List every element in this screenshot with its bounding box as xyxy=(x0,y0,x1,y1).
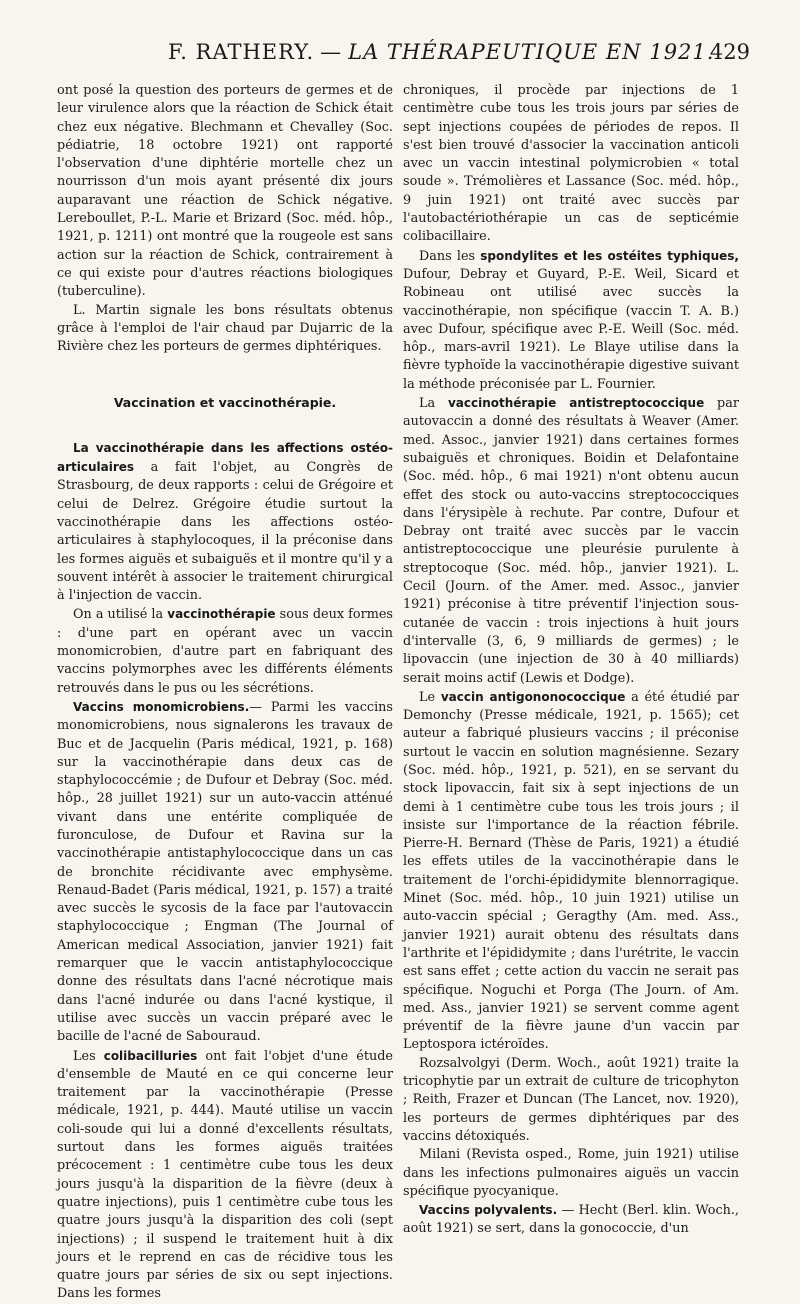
paragraph: Rozsalvolgyi (Derm. Woch., août 1921) traite la tricophytie par un extrait de culture de tricophyton ; Reith, Frazer et Duncan (The Lancet, nov. 1920), les porteurs de germes diphtériques par des vaccins détoxiqués. xyxy=(403,1055,739,1144)
paragraph xyxy=(403,247,739,394)
paragraph: L. Martin signale les bons résultats obtenus grâce à l'emploi de l'air chaud par Dujarric de la Rivière chez les porteurs de germes diphtériques. xyxy=(57,302,393,355)
paragraph xyxy=(403,394,739,688)
paragraph: Milani (Revista osped., Rome, juin 1921) utilise dans les infections pulmonaires aiguës un vaccin spécifique pyocyanique. xyxy=(403,1147,739,1199)
header-year: 1921. xyxy=(649,40,715,64)
header-topic: LA THÉRAPEUTIQUE EN xyxy=(348,40,642,64)
running-header xyxy=(60,40,750,80)
paragraph-text: On a utilisé la xyxy=(73,607,168,623)
paragraph-text: par autovaccin a donné des résultats à Weaver (Amer. med. Assoc., janvier 1921) dans certaines formes subaiguës et chroniques. Boidin et Delafontaine (Soc. méd. hôp., 6 mai 1921) n'ont obtenu aucun effet des stock ou auto-vaccins streptococciques dans l'érysipèle à rechute. Par contre, Dufour et Debray ont traité avec succès par le vaccin antistreptococcique une pleurésie purulente à streptocoque (Soc. méd. hôp., janvier 1921). L. Cecil (Journ. of the Amer. med. Assoc., janvier 1921) préconise à titre préventif l'injection sous-cutanée de vaccin : trois injections à huit jours d'intervalle (3, 6, 9 milliards de germes) ; le lipovaccin (une injection de 30 à 40 milliards) serait moins actif (Lewis et Dodge). xyxy=(403,396,739,686)
right-column xyxy=(403,82,739,1239)
bold-term: vaccinothérapie xyxy=(167,607,276,622)
paragraph-text: Le xyxy=(419,689,441,705)
bold-term: colibacilluries xyxy=(103,1048,198,1063)
paragraph xyxy=(57,605,393,697)
paragraph-text: Les xyxy=(73,1048,104,1064)
paragraph xyxy=(57,439,393,606)
paragraph-text: Dufour, Debray et Guyard, P.-E. Weil, Sicard et Robineau ont utilisé avec succès la vaccinothérapie, non spécifique (vaccin T. A. B.) avec Dufour, spécifique avec P.-E. Weill (Soc. méd. hôp., mars-avril 1921). Le Blaye utilise dans la fièvre typhoïde la vaccinothérapie digestive suivant la méthode préconisée par L. Fournier. xyxy=(403,266,739,392)
left-column xyxy=(57,82,393,1304)
paragraph-text: — Parmi les vaccins monomicrobiens, nous signalerons les travaux de Buc et de Jacquelin (Paris médical, 1921, p. 168) sur la vaccinothérapie dans deux cas de staphylococcémie ; de Dufour et Debray (Soc. méd. hôp., 28 juillet 1921) sur un auto-vaccin atténué vivant dans une entérite compliquée de furonculose, de Dufour et Ravina sur la vaccinothérapie antistaphylococcique dans un cas de bronchite récidivante avec emphysème. Renaud-Badet (Paris médical, 1921, p. 157) a traité avec succès le sycosis de la face par l'autovaccin staphylococcique ; Engman (The Journal of American medical Association, janvier 1921) fait remarquer que le vaccin antistaphylococcique donne des résultats dans l'acné nécrotique mais dans l'acné indurée ou dans l'acné kystique, il utilise avec succès un vaccin préparé avec le bacille de l'acné de Sabouraud. xyxy=(57,699,393,1045)
paragraph: chroniques, il procède par injections de 1 centimètre cube tous les trois jours par séries de sept injections coupées de périodes de repos. Il s'est bien trouvé d'associer la vaccination anticoli avec un vaccin intestinal polymicrobien « total soude ». Trémolières et Lassance (Soc. méd. hôp., 9 juin 1921) ont traité avec succès par l'autobactériothérapie un cas de septicémie colibacillaire. xyxy=(403,83,739,245)
paragraph-text: Dans les xyxy=(419,248,481,264)
section-heading: Vaccination et vaccinothérapie. xyxy=(113,395,337,411)
paragraph xyxy=(403,1201,739,1239)
paragraph xyxy=(57,1047,393,1304)
header-author: F. RATHERY. xyxy=(168,40,315,64)
subsection-heading: Vaccins polyvalents. xyxy=(419,1203,558,1218)
paragraph: ont posé la question des porteurs de germes et de leur virulence alors que la réaction de Schick était chez eux négative. Blechmann et Chevalley (Soc. pédiatrie, 18 octobre 1921) ont rapporté l'observation d'une diphtérie mortelle chez un nourrisson d'un mois ayant présenté dix jours auparavant une réaction de Schick négative. Lereboullet, P.-L. Marie et Brizard (Soc. méd. hôp., 1921, p. 1211) ont montré que la rougeole est sans action sur la réaction de Schick, contrairement à ce qui existe pour d'autres réactions biologiques (tuberculine). xyxy=(57,83,393,300)
paragraph-text: ont fait l'objet d'une étude d'ensemble de Mauté en ce qui concerne leur traitement par la vaccinothérapie (Presse médicale, 1921, p. 444). Mauté utilise un vaccin coli-soude qui lui a donné d'excellents résultats, surtout dans les formes aiguës traitées précocement : 1 centimètre cube tous les deux jours jusqu'à la disparition de la fièvre (deux à quatre injections), puis 1 centimètre cube tous les quatre jours jusqu'à la disparition des coli (sept injections) ; il suspend le traitement huit à dix jours et le reprend en cas de récidive tous les quatre jours par séries de six ou sept injections. Dans les formes xyxy=(57,1048,393,1302)
paragraph-text: La xyxy=(419,396,448,412)
subsection-heading: Vaccins monomicrobiens. xyxy=(73,699,250,714)
bold-term: vaccinothérapie antistreptococcique xyxy=(447,396,705,411)
header-separator: — xyxy=(320,40,343,64)
bold-term: spondylites et les ostéites typhiques, xyxy=(480,248,739,263)
bold-term: La vaccinothérapie dans les affections ostéo-articulaires xyxy=(57,440,393,475)
paragraph xyxy=(57,698,393,1047)
paragraph-text: a été étudié par Demonchy (Presse médicale, 1921, p. 1565); cet auteur a fabriqué plusieurs vaccins ; il préconise surtout le vaccin en solution magnésienne. Sezary (Soc. méd. hôp., 1921, p. 521), en se servant du stock lipovaccin, fait six à sept injections de un demi à 1 centimètre cube tous les trois jours ; il insiste sur l'importance de la réaction fébrile. Pierre-H. Bernard (Thèse de Paris, 1921) a étudié les effets utiles de la vaccinothérapie dans le traitement de l'orchi-épididymite blennorragique. Minet (Soc. méd. hôp., 10 juin 1921) utilise un auto-vaccin spécial ; Geragthy (Am. med. Ass., janvier 1921) aurait obtenu des résultats dans l'arthrite et l'épididymite ; dans l'urétrite, le vaccin est sans effet ; cette action du vaccin ne serait pas spécifique. Noguchi et Porga (The Journ. of Am. med. Ass., janvier 1921) se servent comme agent préventif de la fièvre jaune d'un vaccin par Leptospora ictéroïdes. xyxy=(403,689,740,1053)
page-number: 429 xyxy=(709,40,750,64)
paragraph xyxy=(403,688,739,1055)
paragraph-text: — Hecht (Berl. klin. Woch., août 1921) se sert, dans la gonococcie, d'un xyxy=(403,1203,739,1237)
paragraph-text: sous deux formes : d'une part en opérant avec un vaccin monomicrobien, d'autre part en fabriquant des vaccins polymorphes avec les différents éléments retrouvés dans le pus ou les sécrétions. xyxy=(57,607,393,696)
bold-term: vaccin antigononococcique xyxy=(440,689,626,704)
paragraph-text: a fait l'objet, au Congrès de Strasbourg, de deux rapports : celui de Grégoire et celui de Delrez. Grégoire étudie surtout la vaccinothérapie dans les affections ostéo-articulaires à staphylocoques, il la préconise dans les formes aiguës et subaiguës et il montre qu'il y a souvent intérêt à associer le traitement chirurgical à l'injection de vaccin. xyxy=(57,460,393,604)
header-title xyxy=(168,40,715,64)
